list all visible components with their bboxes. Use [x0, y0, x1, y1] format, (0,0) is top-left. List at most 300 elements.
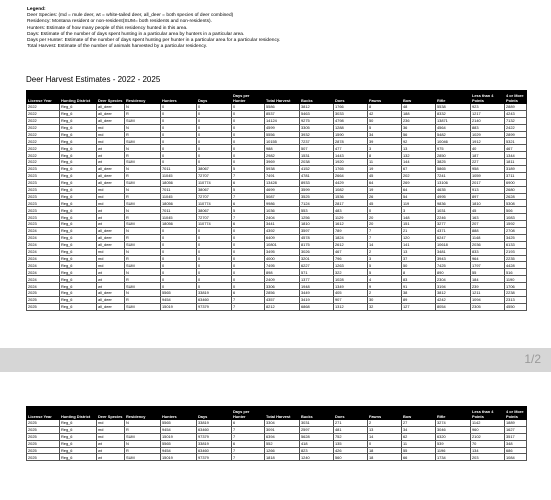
table-cell: 907	[334, 296, 368, 303]
table-cell: 21	[402, 228, 436, 235]
table-cell: 7491	[265, 172, 300, 179]
table-cell: 3274	[436, 420, 471, 427]
table-cell: all_deer	[97, 110, 125, 117]
table-cell: 1266	[265, 447, 300, 454]
table-cell: 0	[197, 255, 232, 262]
column-header: Total Harvest	[265, 91, 300, 104]
table-cell: SUM	[125, 159, 161, 166]
table-cell: 897	[471, 193, 505, 200]
table-cell: 3969	[265, 159, 300, 166]
table-cell: 4564	[436, 124, 471, 131]
table-row	[27, 276, 527, 283]
column-header: Days per Hunter	[232, 91, 265, 104]
table-cell: 7241	[436, 172, 471, 179]
table-cell: 54	[402, 193, 436, 200]
table-cell: 148	[402, 214, 436, 221]
table-cell: 4798	[334, 117, 368, 124]
table-cell: R	[125, 447, 161, 454]
table-cell: 1082	[334, 186, 368, 193]
column-header: Days	[197, 407, 232, 420]
legend-line: Hunters: Estimate of how many people of this residency hunted in this area.	[27, 25, 188, 31]
table-cell: 27	[402, 420, 436, 427]
table-cell: 1142	[471, 420, 505, 427]
table-cell: 7495	[265, 262, 300, 269]
table-cell: 1031	[436, 207, 471, 214]
table-cell: 1211	[471, 290, 505, 297]
table-cell: 20	[368, 214, 402, 221]
table-cell: 0	[197, 117, 232, 124]
table-cell: 0	[232, 262, 265, 269]
table-cell: 3525	[300, 193, 334, 200]
table-cell: 11045	[161, 172, 197, 179]
table-cell: 3425	[505, 234, 527, 241]
table-cell: 5	[368, 269, 402, 276]
table-cell: 3033	[334, 110, 368, 117]
table-cell: 13	[402, 145, 436, 152]
table-cell: 39	[368, 138, 402, 145]
table-cell: 33819	[197, 420, 232, 427]
table-cell: 7	[232, 172, 265, 179]
harvest-table-page-2	[26, 406, 527, 461]
table-cell: 2024	[27, 283, 60, 290]
table-cell: R	[125, 296, 161, 303]
table-cell: 0	[197, 124, 232, 131]
table-cell: 63460	[197, 447, 232, 454]
table-cell: 271	[334, 420, 368, 427]
table-cell: 3305	[300, 124, 334, 131]
table-cell: 2025	[27, 426, 60, 433]
table-row	[27, 234, 527, 241]
table-cell: 0	[161, 152, 197, 159]
table-cell: 5	[368, 262, 402, 269]
table-cell: 3	[368, 145, 402, 152]
table-cell: 0	[161, 104, 197, 111]
table-cell: 322	[334, 269, 368, 276]
table-cell: 0	[232, 145, 265, 152]
table-cell: 8054	[436, 303, 471, 310]
table-cell: 1083	[505, 214, 527, 221]
table-row	[27, 440, 527, 447]
table-cell: 7425	[436, 262, 471, 269]
table-cell: 2023	[27, 207, 60, 214]
column-header: Deer Species	[97, 407, 125, 420]
table-cell: 1920	[334, 159, 368, 166]
table-cell: all_deer	[97, 179, 125, 186]
table-cell: Reg_6	[60, 440, 97, 447]
table-cell: 9836	[436, 200, 471, 207]
table-cell: 2025	[27, 290, 60, 297]
table-cell: 134	[471, 447, 505, 454]
table-cell: SUM	[125, 221, 161, 228]
table-cell: 3277	[436, 221, 471, 228]
table-cell: 2023	[27, 193, 60, 200]
table-row	[27, 447, 527, 454]
table-cell: 348	[505, 440, 527, 447]
table-cell: 2878	[334, 138, 368, 145]
table-cell: 2305	[471, 303, 505, 310]
table-cell: 188	[402, 110, 436, 117]
table-cell: 34	[368, 131, 402, 138]
table-row	[27, 117, 527, 124]
table-cell: R	[125, 152, 161, 159]
table-cell: 0	[161, 234, 197, 241]
table-cell: 1036	[265, 207, 300, 214]
table-cell: 0	[232, 255, 265, 262]
table-cell: 7132	[505, 117, 527, 124]
table-cell: 560	[334, 454, 368, 461]
table-cell: 2597	[300, 426, 334, 433]
table-row	[27, 262, 527, 269]
table-row	[27, 454, 527, 461]
table-cell: 4152	[300, 166, 334, 173]
table-cell: 227	[471, 159, 505, 166]
table-cell: 89	[402, 296, 436, 303]
table-cell: 141	[402, 241, 436, 248]
table-cell: 7	[232, 454, 265, 461]
table-cell: 2409	[265, 276, 300, 283]
column-header: Residency	[125, 91, 161, 104]
table-cell: 2404	[265, 214, 300, 221]
table-cell: 2	[368, 420, 402, 427]
table-cell: 50	[368, 117, 402, 124]
table-row	[27, 159, 527, 166]
table-cell: 5565	[161, 290, 197, 297]
table-cell: 6	[232, 200, 265, 207]
table-cell: 135	[334, 440, 368, 447]
table-cell: 6	[232, 221, 265, 228]
table-cell: 3932	[300, 131, 334, 138]
table-row	[27, 228, 527, 235]
table-cell: 2025	[27, 296, 60, 303]
table-cell: 14	[368, 433, 402, 440]
table-cell: 3495	[265, 248, 300, 255]
table-cell: 30	[368, 296, 402, 303]
table-cell: 890	[436, 269, 471, 276]
table-cell: 3306	[265, 283, 300, 290]
table-cell: 6900	[505, 179, 527, 186]
table-cell: 63460	[197, 296, 232, 303]
table-cell: N	[125, 104, 161, 111]
table-cell: 0	[232, 124, 265, 131]
table-row	[27, 255, 527, 262]
table-cell: 2817	[334, 200, 368, 207]
table-cell: 0	[197, 262, 232, 269]
table-cell: 202	[402, 172, 436, 179]
table-cell: 1912	[471, 138, 505, 145]
legend-line: Total Harvest: Estimate of the number of animals harvested by a particular residency.	[27, 44, 208, 50]
table-cell: wt	[97, 207, 125, 214]
table-cell: 1059	[471, 172, 505, 179]
table-cell: Reg_6	[60, 152, 97, 159]
table-cell: 2024	[27, 262, 60, 269]
table-cell: 0	[161, 145, 197, 152]
table-cell: 8	[368, 152, 402, 159]
table-cell: 6	[232, 179, 265, 186]
table-cell: 2025	[27, 303, 60, 310]
table-cell: 2422	[505, 124, 527, 131]
table-cell: wt	[97, 269, 125, 276]
table-row	[27, 269, 527, 276]
table-cell: 553	[300, 207, 334, 214]
table-cell: 3201	[300, 255, 334, 262]
table-cell: 964	[471, 255, 505, 262]
table-cell: 33819	[197, 440, 232, 447]
table-cell: Reg_6	[60, 296, 97, 303]
table-cell: 8933	[300, 179, 334, 186]
table-cell: 91	[402, 283, 436, 290]
column-header: Hunting District	[60, 91, 97, 104]
table-cell: Reg_6	[60, 269, 97, 276]
table-cell: 1706	[505, 283, 527, 290]
table-cell: 0	[197, 131, 232, 138]
table-cell: N	[125, 420, 161, 427]
table-cell: all_deer	[97, 241, 125, 248]
table-cell: wt	[97, 447, 125, 454]
table-cell: 5565	[161, 420, 197, 427]
table-cell: 1590	[334, 131, 368, 138]
table-cell: 3304	[265, 420, 300, 427]
table-row	[27, 166, 527, 173]
table-cell: Reg_6	[60, 234, 97, 241]
table-cell: 8	[368, 104, 402, 111]
table-cell: Reg_6	[60, 433, 97, 440]
table-cell: 92	[402, 138, 436, 145]
table-cell: 2024	[27, 276, 60, 283]
table-cell: 1889	[505, 420, 527, 427]
table-cell: R	[125, 234, 161, 241]
table-cell: 7	[232, 296, 265, 303]
table-row	[27, 290, 527, 297]
table-cell: 2024	[27, 234, 60, 241]
table-cell: 1084	[505, 454, 527, 461]
table-cell: 0	[161, 124, 197, 131]
table-cell: 3449	[300, 290, 334, 297]
table-cell: R	[125, 110, 161, 117]
table-cell: 13428	[265, 179, 300, 186]
table-cell: wt	[97, 221, 125, 228]
table-cell: 1818	[265, 454, 300, 461]
table-cell: 3517	[505, 433, 527, 440]
table-cell: 4995	[436, 193, 471, 200]
table-cell: 0	[197, 283, 232, 290]
table-cell: 97379	[197, 454, 232, 461]
table-cell: 2017	[471, 179, 505, 186]
table-cell: 3812	[436, 290, 471, 297]
column-header: License Year	[27, 407, 60, 420]
table-cell: md	[97, 186, 125, 193]
table-cell: wt	[97, 152, 125, 159]
table-cell: 898	[265, 269, 300, 276]
table-cell: 1196	[436, 447, 471, 454]
table-cell: 3046	[436, 426, 471, 433]
column-header: Days	[197, 91, 232, 104]
table-cell: 0	[232, 228, 265, 235]
table-cell: 507	[300, 145, 334, 152]
table-cell: 3419	[300, 296, 334, 303]
table-cell: 418	[300, 440, 334, 447]
table-cell: 823	[300, 447, 334, 454]
table-cell: 2023	[27, 166, 60, 173]
table-cell: 2022	[27, 110, 60, 117]
table-cell: 0	[161, 283, 197, 290]
table-cell: 0	[232, 269, 265, 276]
table-cell: 6	[232, 290, 265, 297]
table-cell: 0	[197, 276, 232, 283]
table-cell: 2235	[505, 255, 527, 262]
table-cell: 50	[402, 262, 436, 269]
table-cell: wt	[97, 276, 125, 283]
legend-line: Residency: Montana resident or non-resident(SUM= both residents and non-residents).	[27, 19, 212, 25]
table-cell: 2022	[27, 124, 60, 131]
table-cell: 2708	[505, 228, 527, 235]
table-cell: R	[125, 276, 161, 283]
table-cell: 2238	[505, 290, 527, 297]
table-cell: 8332	[436, 110, 471, 117]
table-cell: 13871	[436, 117, 471, 124]
table-row	[27, 214, 527, 221]
table-cell: Reg_6	[60, 179, 97, 186]
table-cell: 0	[161, 228, 197, 235]
table-cell: SUM	[125, 117, 161, 124]
table-cell: 2038	[300, 159, 334, 166]
table-cell: Reg_6	[60, 124, 97, 131]
table-cell: 0	[197, 110, 232, 117]
table-cell: wt	[97, 283, 125, 290]
table-cell: 7	[232, 303, 265, 310]
column-header: Fawns	[368, 407, 402, 420]
table-cell: N	[125, 124, 161, 131]
table-cell: Reg_6	[60, 290, 97, 297]
table-cell: SUM	[125, 433, 161, 440]
table-cell: 151	[402, 221, 436, 228]
table-cell: 0	[197, 269, 232, 276]
table-cell: 3825	[436, 159, 471, 166]
table-cell: 6247	[436, 234, 471, 241]
table-cell: md	[97, 433, 125, 440]
table-cell: 3812	[300, 104, 334, 111]
table-cell: Reg_6	[60, 172, 97, 179]
table-cell: 45	[368, 200, 402, 207]
table-cell: 2899	[505, 131, 527, 138]
table-cell: 7	[232, 433, 265, 440]
column-header: Bucks	[300, 91, 334, 104]
table-cell: 26	[368, 193, 402, 200]
table-cell: 48	[402, 104, 436, 111]
column-header: 4 or More Points	[505, 407, 527, 420]
column-header: Fawns	[368, 91, 402, 104]
table-cell: 19	[368, 186, 402, 193]
column-header: Deer Species	[97, 91, 125, 104]
table-cell: 0	[197, 145, 232, 152]
table-cell: 467	[334, 248, 368, 255]
table-cell: 203	[471, 454, 505, 461]
table-row	[27, 145, 527, 152]
table-cell: 5	[232, 166, 265, 173]
table-cell: 0	[232, 248, 265, 255]
table-cell: 7	[368, 234, 402, 241]
table-cell: 5565	[161, 440, 197, 447]
table-cell: 0	[161, 276, 197, 283]
table-cell: 1810	[300, 221, 334, 228]
table-cell: 0	[161, 269, 197, 276]
table-row	[27, 172, 527, 179]
table-cell: 3597	[300, 228, 334, 235]
table-cell: 481	[334, 426, 368, 433]
table-cell: 2023	[27, 221, 60, 228]
table-cell: Reg_6	[60, 166, 97, 173]
table-cell: 0	[161, 262, 197, 269]
table-cell: 0	[232, 117, 265, 124]
table-cell: 2023	[27, 214, 60, 221]
table-row	[27, 124, 527, 131]
table-cell: 2022	[27, 117, 60, 124]
table-cell: Reg_6	[60, 138, 97, 145]
table-cell: 1377	[300, 276, 334, 283]
table-cell: 0	[232, 131, 265, 138]
table-cell: 5556	[265, 131, 300, 138]
table-cell: 2856	[265, 290, 300, 297]
column-header: Hunters	[161, 407, 197, 420]
table-cell: 45	[368, 172, 402, 179]
table-cell: 9	[368, 283, 402, 290]
table-cell: Reg_6	[60, 110, 97, 117]
table-cell: 207	[471, 221, 505, 228]
table-cell: 3711	[505, 172, 527, 179]
table-cell: 55	[402, 447, 436, 454]
table-cell: 19	[368, 166, 402, 173]
table-cell: 7	[368, 228, 402, 235]
column-header: Days per Hunter	[232, 407, 265, 420]
table-cell: 0	[232, 110, 265, 117]
table-row	[27, 138, 527, 145]
table-cell: 1592	[505, 221, 527, 228]
table-cell: Reg_6	[60, 214, 97, 221]
table-cell: 2024	[27, 248, 60, 255]
table-cell: 2	[368, 248, 402, 255]
table-cell: 483	[334, 207, 368, 214]
table-cell: md	[97, 426, 125, 433]
table-row	[27, 221, 527, 228]
table-cell: 4781	[300, 172, 334, 179]
table-cell: N	[125, 186, 161, 193]
column-header: Rifle	[436, 91, 471, 104]
table-cell: 1627	[505, 426, 527, 433]
table-row	[27, 104, 527, 111]
table-cell: Reg_6	[60, 454, 97, 461]
table-cell: 7	[232, 447, 265, 454]
table-cell: 2982	[265, 152, 300, 159]
table-cell: 2023	[27, 172, 60, 179]
table-cell: wt	[97, 214, 125, 221]
document-title: Deer Harvest Estimates - 2022 - 2025	[26, 75, 161, 84]
table-cell: all_deer	[97, 166, 125, 173]
table-cell: 1443	[334, 152, 368, 159]
table-cell: 6868	[300, 303, 334, 310]
table-cell: 5628	[300, 433, 334, 440]
table-cell: 426	[334, 447, 368, 454]
table-cell: Reg_6	[60, 283, 97, 290]
column-header: Bucks	[300, 407, 334, 420]
table-cell: 83	[402, 276, 436, 283]
table-cell: 7	[232, 426, 265, 433]
table-cell: 2025	[27, 420, 60, 427]
table-cell: 2022	[27, 138, 60, 145]
table-cell: 3481	[436, 248, 471, 255]
table-cell: 2193	[505, 248, 527, 255]
table-cell: 9454	[161, 447, 197, 454]
table-cell: 3031	[300, 420, 334, 427]
table-cell: N	[125, 228, 161, 235]
